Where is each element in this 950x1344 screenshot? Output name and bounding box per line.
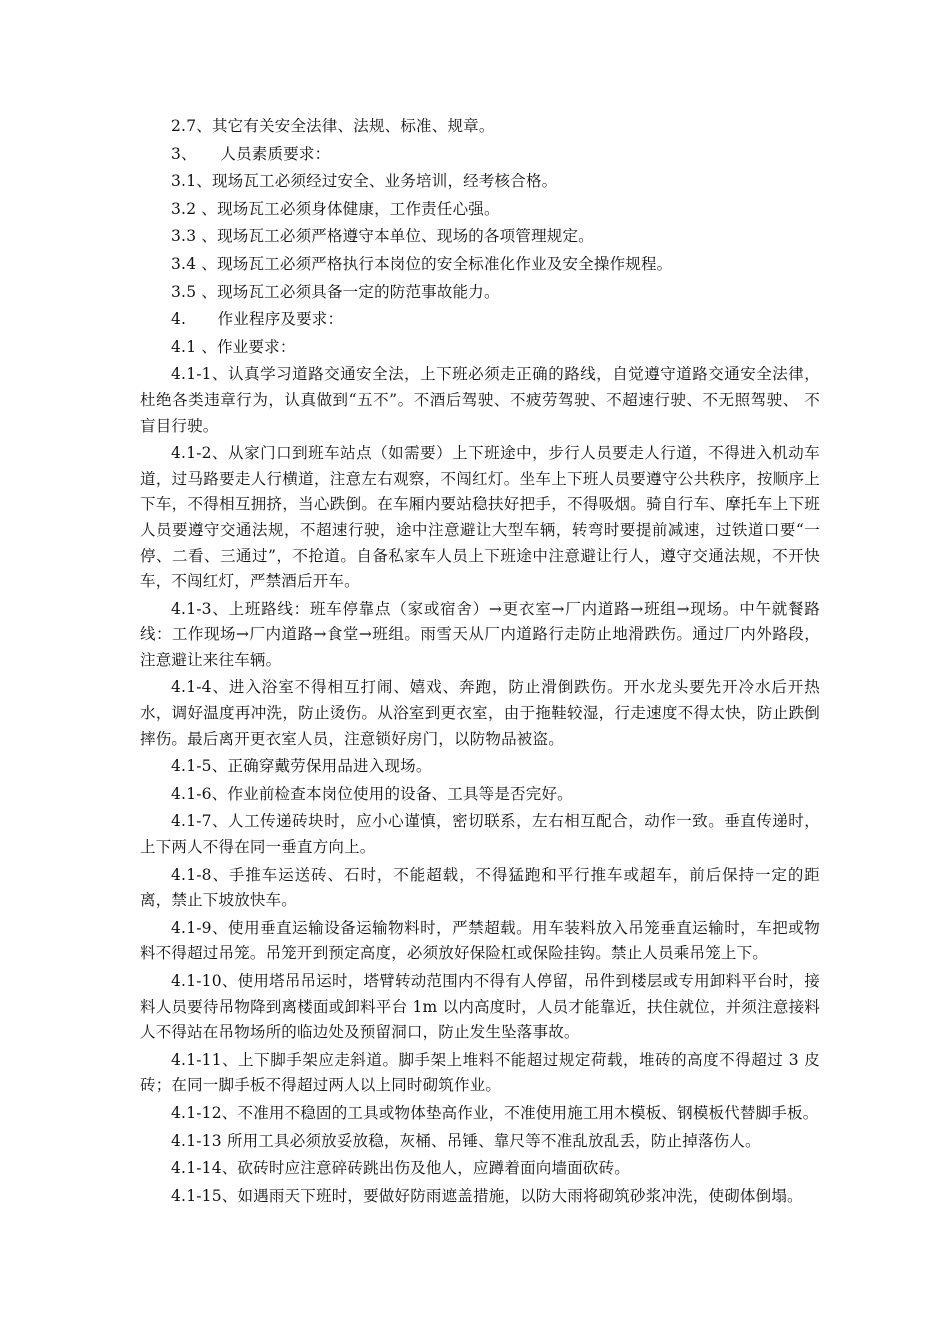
section-heading: 3、 人员素质要求： <box>171 144 331 163</box>
paragraph: 4.1-9、使用垂直运输设备运输物料时，严禁超载。用车装料放入吊笼垂直运输时，车把或物料不得超过吊笼。吊笼开到预定高度，必须放好保险杠或保险挂钩。禁止人员乘吊笼上下。 <box>140 918 820 963</box>
paragraph: 4.1-14、砍砖时应注意碎砖跳出伤及他人，应蹲着面向墙面砍砖。 <box>171 1159 631 1178</box>
paragraph: 4.1-11、上下脚手架应走斜道。脚手架上堆料不能超过规定荷载，堆砖的高度不得超过 3 皮砖；在同一脚手板不得超过两人以上同时砌筑作业。 <box>140 1050 820 1095</box>
paragraph: 3.4 、现场瓦工必须严格执行本岗位的安全标准化作业及安全操作规程。 <box>171 254 673 273</box>
paragraph: 4.1-8、手推车运送砖、石时，不能超载，不得猛跑和平行推车或超车，前后保持一定的距离，禁止下坡放快车。 <box>140 865 820 910</box>
paragraph: 4.1-3、上班路线：班车停靠点（家或宿舍）→更衣室→厂内道路→班组→现场。中午就餐路线：工作现场→厂内道路→食堂→班组。雨雪天从厂内道路行走防止地滑跌伤。通过厂内外路段，注意避让来往车辆。 <box>140 599 820 669</box>
subsection-heading: 4.1 、作业要求： <box>171 337 296 356</box>
paragraph: 4.1-6、作业前检查本岗位使用的设备、工具等是否完好。 <box>171 784 573 803</box>
paragraph: 3.1、现场瓦工必须经过安全、业务培训，经考核合格。 <box>171 172 558 191</box>
paragraph: 3.5 、现场瓦工必须具备一定的防范事故能力。 <box>171 282 500 301</box>
paragraph: 4.1-2、从家门口到班车站点（如需要）上下班途中，步行人员要走人行道，不得进入机动车道，过马路要走人行横道，注意左右观察，不闯红灯。坐车上下班人员要遵守公共秩序，按顺序上下车，不得相互拥挤，当心跌倒。在车厢内要站稳扶好把手，不得吸烟。骑自行车、摩托车上下班人员要遵守交通法规，不超速行驶，途中注意避让大型车辆，转弯时要提前减速，过铁道口要“一停、二看、三通过”，不抢道。自备私家车人员上下班途中注意避让行人，遵守交通法规，不开快车，不闯红灯，严禁酒后开车。 <box>140 444 820 591</box>
paragraph: 2.7、其它有关安全法律、法规、标准、规章。 <box>171 117 495 135</box>
paragraph: 3.2 、现场瓦工必须身体健康，工作责任心强。 <box>171 199 500 218</box>
paragraph: 4.1-10、使用塔吊吊运时，塔臂转动范围内不得有人停留，吊件到楼层或专用卸料平台时，接料人员要待吊物降到离楼面或卸料平台 1m 以内高度时，人员才能靠近，扶住就位，并须注意接料人不得站在吊物场所的临边处及预留洞口，防止发生坠落事故。 <box>140 972 820 1042</box>
paragraph: 4.1-12、不准用不稳固的工具或物体垫高作业，不准使用施工用木模板、钢模板代替脚手板。 <box>171 1103 819 1122</box>
paragraph: 4.1-1、认真学习道路交通安全法，上下班必须走正确的路线，自觉遵守道路交通安全法律，杜绝各类违章行为，认真做到“五不”。不酒后驾驶、不疲劳驾驶、不超速行驶、不无照驾驶、 不盲目行驶。 <box>140 365 820 435</box>
paragraph: 4.1-13 所用工具必须放妥放稳，灰桶、吊锤、靠尺等不准乱放乱丢，防止掉落伤人。 <box>171 1131 761 1150</box>
paragraph: 4.1-15、如遇雨天下班时，要做好防雨遮盖措施，以防大雨将砌筑砂浆冲洗，使砌体倒塌。 <box>171 1186 803 1205</box>
paragraph: 4.1-5、正确穿戴劳保用品进入现场。 <box>171 757 432 776</box>
paragraph: 4.1-4、进入浴室不得相互打闹、嬉戏、奔跑，防止滑倒跌伤。开水龙头要先开冷水后开热水，调好温度再冲洗，防止烫伤。从浴室到更衣室，由于拖鞋较湿，行走速度不得太快，防止跌倒摔伤。最后离开更衣室人员，注意锁好房门，以防物品被盗。 <box>140 678 820 748</box>
document-body <box>140 114 820 1209</box>
paragraph: 4.1-7、人工传递砖块时，应小心谨慎，密切联系，左右相互配合，动作一致。垂直传递时，上下两人不得在同一垂直方向上。 <box>140 812 820 857</box>
section-heading: 4. 作业程序及要求： <box>171 310 344 329</box>
paragraph: 3.3 、现场瓦工必须严格遵守本单位、现场的各项管理规定。 <box>171 227 594 246</box>
